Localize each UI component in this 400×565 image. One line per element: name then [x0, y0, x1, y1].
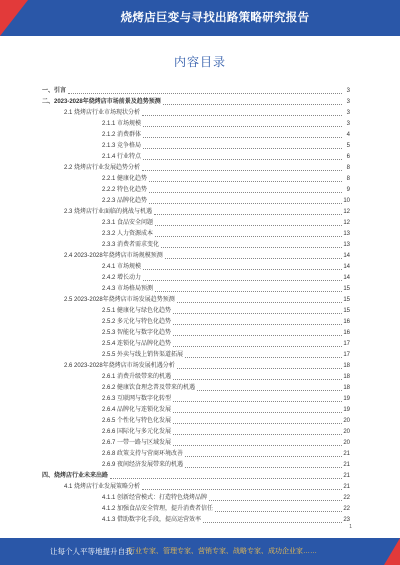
toc-entry[interactable]	[42, 317, 350, 328]
toc-entry-page: 16	[343, 319, 350, 325]
toc-leader-dots	[143, 125, 342, 127]
toc-entry-label: 2.1.4 行业特点	[102, 154, 142, 160]
toc-leader-dots	[209, 499, 342, 501]
toc-entry[interactable]	[42, 427, 350, 438]
toc-entry-label: 一、引言	[42, 88, 67, 94]
toc-entry[interactable]	[42, 174, 350, 185]
toc-entry[interactable]	[42, 108, 350, 119]
toc-entry-label: 4.1.2 加强食品安全管理，提升消费者信任	[102, 506, 214, 512]
toc-entry[interactable]	[42, 328, 350, 339]
toc-entry-page: 19	[343, 407, 350, 413]
toc-entry-page: 3	[346, 110, 350, 116]
toc-entry-label: 2.6.1 消费升级带来的机遇	[102, 374, 172, 380]
toc-leader-dots	[173, 378, 342, 380]
toc-entry[interactable]	[42, 196, 350, 207]
toc-entry-page: 20	[343, 440, 350, 446]
toc-entry-label: 2.3.2 人力资源成本	[102, 231, 154, 237]
toc-leader-dots	[143, 147, 342, 149]
toc-entry[interactable]	[42, 372, 350, 383]
toc-leader-dots	[173, 433, 342, 435]
toc-leader-dots	[149, 191, 342, 193]
footer-slogan: 让每个人平等地提升自我	[50, 547, 133, 556]
toc-leader-dots	[185, 466, 342, 468]
toc-entry-page: 21	[343, 462, 350, 468]
toc-entry[interactable]	[42, 460, 350, 471]
toc-leader-dots	[177, 301, 342, 303]
toc-entry-page: 3	[346, 121, 350, 127]
toc-leader-dots	[173, 444, 342, 446]
toc-entry-page: 17	[343, 341, 350, 347]
toc-entry-label: 2.6.6 国际化与多元化发展	[102, 429, 172, 435]
toc-entry-page: 6	[346, 154, 350, 160]
toc-entry[interactable]	[42, 394, 350, 405]
toc-entry[interactable]	[42, 273, 350, 284]
toc-entry[interactable]	[42, 504, 350, 515]
toc-entry[interactable]	[42, 284, 350, 295]
toc-leader-dots	[173, 411, 342, 413]
toc-leader-dots	[143, 279, 342, 281]
toc-entry-page: 9	[346, 187, 350, 193]
toc-leader-dots	[197, 389, 342, 391]
page-footer	[0, 538, 400, 565]
toc-entry[interactable]	[42, 339, 350, 350]
toc-entry-page: 12	[343, 209, 350, 215]
toc-leader-dots	[173, 345, 342, 347]
toc-entry[interactable]	[42, 416, 350, 427]
toc-entry-page: 14	[343, 275, 350, 281]
toc-leader-dots	[173, 323, 342, 325]
toc-entry-label: 2.2.3 品牌化趋势	[102, 198, 148, 204]
toc-entry-page: 12	[343, 220, 350, 226]
toc-leader-dots	[173, 312, 342, 314]
toc-entry-label: 二、2023-2028年烧烤店市场前景及趋势预测	[42, 99, 161, 105]
toc-entry[interactable]	[42, 218, 350, 229]
report-title: 烧烤店巨变与寻找出路策略研究报告	[120, 12, 310, 24]
toc-entry-page: 4	[346, 132, 350, 138]
toc-leader-dots	[142, 114, 342, 116]
toc-entry-page: 14	[343, 253, 350, 259]
toc-entry-label: 2.1 烧烤店行业市场现状分析	[64, 110, 141, 116]
toc-entry-label: 2.2.1 健康化趋势	[102, 176, 148, 182]
toc-entry[interactable]	[42, 141, 350, 152]
toc-entry[interactable]	[42, 449, 350, 460]
toc-leader-dots	[161, 246, 342, 248]
toc-entry-page: 19	[343, 396, 350, 402]
toc-entry-label: 2.5.4 连锁化与品牌化趋势	[102, 341, 172, 347]
toc-entry[interactable]	[42, 240, 350, 251]
toc-entry-page: 22	[343, 506, 350, 512]
toc-entry-label: 4.1.1 创新经营模式：打造特色烧烤品牌	[102, 495, 208, 501]
toc-entry[interactable]	[42, 119, 350, 130]
toc-entry[interactable]	[42, 163, 350, 174]
toc-leader-dots	[155, 224, 342, 226]
toc-entry-page: 23	[343, 517, 350, 523]
toc-entry[interactable]	[42, 229, 350, 240]
toc-entry-page: 18	[343, 374, 350, 380]
toc-entry-page: 17	[343, 352, 350, 358]
toc-entry[interactable]	[42, 482, 350, 493]
toc-leader-dots	[185, 356, 342, 358]
toc-leader-dots	[143, 158, 342, 160]
page-number: 1	[349, 524, 352, 530]
toc-entry[interactable]	[42, 262, 350, 273]
toc-entry-label: 2.4.2 增长动力	[102, 275, 142, 281]
toc-entry-page: 15	[343, 297, 350, 303]
toc-leader-dots	[149, 202, 342, 204]
toc-entry[interactable]	[42, 471, 350, 482]
toc-entry-page: 20	[343, 418, 350, 424]
toc-leader-dots	[173, 422, 342, 424]
toc-heading: 内容目录	[173, 55, 226, 69]
toc-entry-label: 2.6.4 品牌化与连锁化发展	[102, 407, 172, 413]
toc-entry-page: 3	[346, 88, 350, 94]
toc-entry-page: 3	[346, 99, 350, 105]
toc-entry-label: 2.6.9 夜间经济发展带来的机遇	[102, 462, 184, 468]
toc-entry-label: 2.5 2023-2028年烧烤店市场发展趋势预测	[64, 297, 175, 303]
toc-entry-page: 5	[346, 143, 350, 149]
toc-entry[interactable]	[42, 493, 350, 504]
toc-leader-dots	[155, 290, 342, 292]
toc-entry-label: 2.1.3 竞争格局	[102, 143, 142, 149]
toc-entry-label: 2.6.7 一带一路与区域发展	[102, 440, 172, 446]
toc-leader-dots	[110, 477, 342, 479]
toc-entry-page: 14	[343, 264, 350, 270]
toc-entry-label: 2.2.2 特色化趋势	[102, 187, 148, 193]
toc-leader-dots	[68, 92, 342, 94]
toc-leader-dots	[143, 268, 342, 270]
toc-leader-dots	[163, 103, 342, 105]
toc-entry-page: 21	[343, 484, 350, 490]
toc-entry-label: 2.3 烧烤店行业面临的挑战与机遇	[64, 209, 153, 215]
toc-entry-label: 2.6.3 互联网与数字化转型	[102, 396, 172, 402]
toc-leader-dots	[165, 257, 342, 259]
toc-entry[interactable]	[42, 152, 350, 163]
toc-leader-dots	[155, 235, 342, 237]
toc-leader-dots	[149, 180, 342, 182]
toc-entry-label: 4.1.3 借助数字化手段，提高运营效率	[102, 517, 202, 523]
toc-entry-label: 2.6 2023-2028年烧烤店市场发展机遇分析	[64, 363, 175, 369]
toc-entry[interactable]	[42, 207, 350, 218]
toc-entry-label: 2.6.8 政策支持与营商环境改善	[102, 451, 184, 457]
toc-entry-label: 4.1 烧烤店行业发展策略分析	[64, 484, 141, 490]
toc-entry-page: 15	[343, 286, 350, 292]
footer-accent-triangle	[384, 538, 400, 565]
toc-entry-page: 21	[343, 473, 350, 479]
table-of-contents	[42, 86, 350, 526]
toc-leader-dots	[154, 213, 342, 215]
toc-entry[interactable]	[42, 306, 350, 317]
toc-entry-page: 10	[343, 198, 350, 204]
toc-entry[interactable]	[42, 515, 350, 526]
toc-entry[interactable]	[42, 251, 350, 262]
toc-entry[interactable]	[42, 361, 350, 372]
toc-entry-label: 2.1.1 市场规模	[102, 121, 142, 127]
toc-entry-page: 8	[346, 165, 350, 171]
toc-entry-label: 2.1.2 消费群体	[102, 132, 142, 138]
toc-leader-dots	[177, 367, 342, 369]
toc-entry-label: 2.5.2 多元化与特色化趋势	[102, 319, 172, 325]
toc-entry-label: 2.6.5 个性化与特色化发展	[102, 418, 172, 424]
toc-entry[interactable]	[42, 438, 350, 449]
toc-entry-page: 13	[343, 242, 350, 248]
toc-entry-page: 22	[343, 495, 350, 501]
toc-entry[interactable]	[42, 130, 350, 141]
toc-leader-dots	[215, 510, 342, 512]
toc-entry-label: 2.2 烧烤店行业发展趋势分析	[64, 165, 141, 171]
toc-leader-dots	[142, 488, 342, 490]
toc-leader-dots	[185, 455, 342, 457]
toc-entry[interactable]	[42, 185, 350, 196]
toc-entry-label: 四、烧烤店行业未来出路	[42, 473, 109, 479]
toc-entry-label: 2.3.1 食品安全问题	[102, 220, 154, 226]
toc-leader-dots	[173, 400, 342, 402]
toc-entry-label: 2.5.5 外卖与线上销售渠道拓展	[102, 352, 184, 358]
toc-entry-label: 2.4 2023-2028年烧烤店市场规模预测	[64, 253, 163, 259]
toc-leader-dots	[203, 521, 342, 523]
toc-entry[interactable]	[42, 97, 350, 108]
toc-entry-label: 2.5.3 智能化与数字化趋势	[102, 330, 172, 336]
toc-entry-page: 13	[343, 231, 350, 237]
toc-entry-label: 2.6.2 健康饮食理念普及带来的机遇	[102, 385, 196, 391]
toc-entry[interactable]	[42, 295, 350, 306]
toc-entry-page: 21	[343, 451, 350, 457]
toc-leader-dots	[142, 169, 342, 171]
toc-entry-label: 2.5.1 健康化与绿色化趋势	[102, 308, 172, 314]
toc-entry[interactable]	[42, 350, 350, 361]
toc-entry[interactable]	[42, 86, 350, 97]
toc-entry-page: 15	[343, 308, 350, 314]
page-header	[0, 0, 400, 36]
toc-entry-page: 18	[343, 363, 350, 369]
toc-entry-page: 8	[346, 176, 350, 182]
footer-roles: 行业专家、管理专家、营销专家、战略专家、成功企业家……	[128, 548, 317, 555]
toc-entry-page: 20	[343, 429, 350, 435]
toc-entry-label: 2.4.3 市场格局预测	[102, 286, 154, 292]
toc-leader-dots	[173, 334, 342, 336]
toc-entry-label: 2.4.1 市场规模	[102, 264, 142, 270]
toc-entry[interactable]	[42, 383, 350, 394]
toc-entry-label: 2.3.3 消费者需求变化	[102, 242, 160, 248]
toc-entry-page: 16	[343, 330, 350, 336]
toc-entry-page: 18	[343, 385, 350, 391]
toc-entry[interactable]	[42, 405, 350, 416]
toc-leader-dots	[143, 136, 342, 138]
